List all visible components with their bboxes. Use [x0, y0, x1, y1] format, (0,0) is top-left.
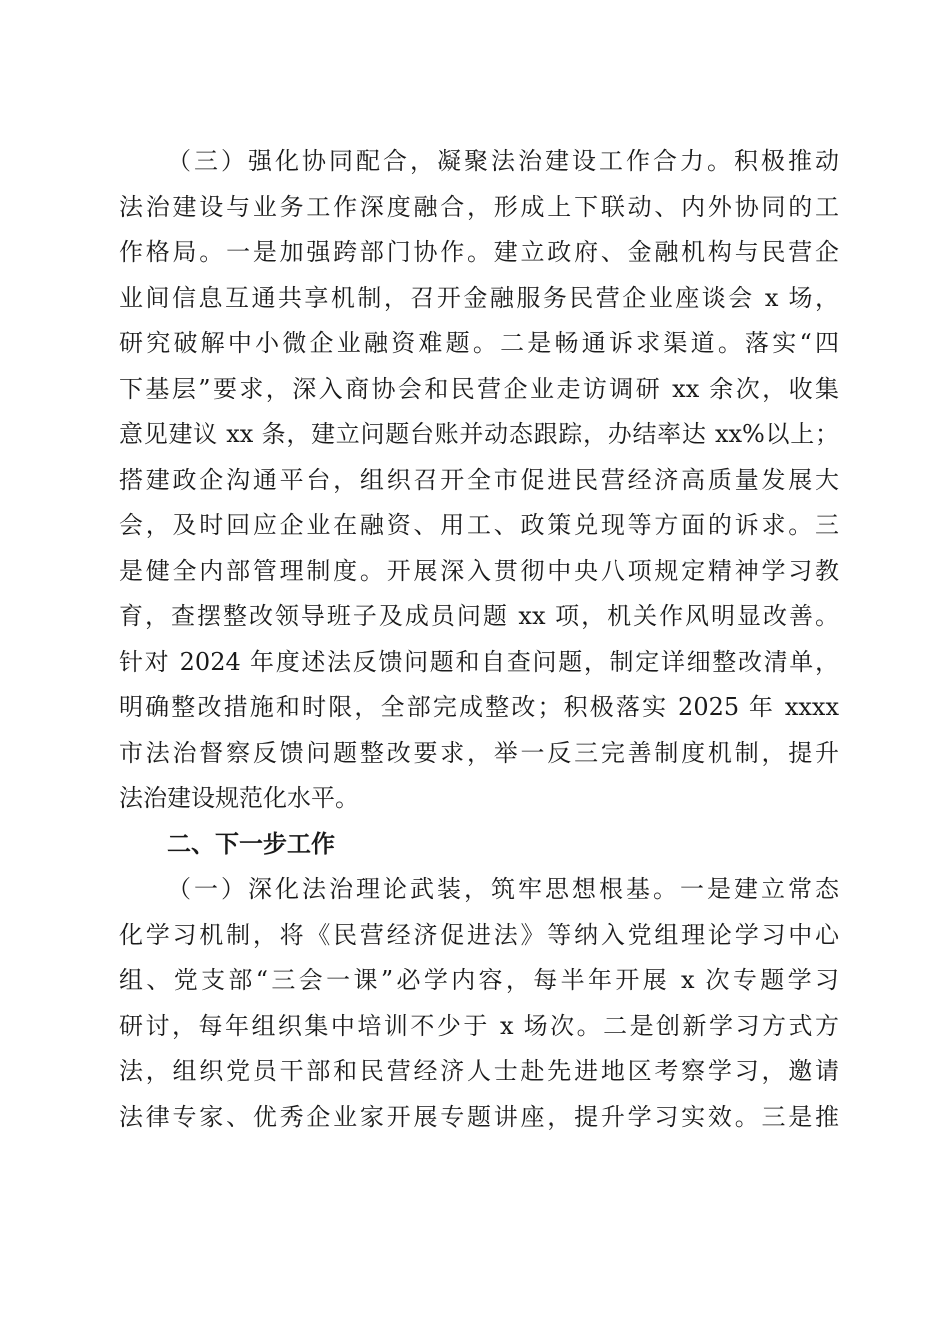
paragraph-line: 法，组织党员干部和民营经济人士赴先进地区考察学习，邀请 [119, 1057, 839, 1085]
paragraph-line: （三）强化协同配合，凝聚法治建设工作合力。积极推动 [167, 147, 839, 175]
paragraph-line: 意见建议 xx 条，建立问题台账并动态跟踪，办结率达 xx%以上； [119, 420, 839, 448]
paragraph-line: 市法治督察反馈问题整改要求，举一反三完善制度机制，提升 [119, 738, 839, 767]
paragraph-line: 业间信息互通共享机制，召开金融服务民营企业座谈会 x 场， [119, 283, 839, 312]
section-3-paragraph [119, 139, 839, 822]
paragraph-line: 法治建设规范化水平。 [119, 784, 359, 812]
document-body [119, 139, 839, 1140]
paragraph-line: 法律专家、优秀企业家开展专题讲座，提升学习实效。三是推 [119, 1102, 839, 1131]
paragraph-line: 作格局。一是加强跨部门协作。建立政府、金融机构与民营企 [119, 238, 839, 266]
paragraph-line: 会，及时回应企业在融资、用工、政策兑现等方面的诉求。三 [119, 511, 839, 539]
paragraph-line: 育，查摆整改领导班子及成员问题 xx 项，机关作风明显改善。 [119, 602, 839, 630]
section-2-1-paragraph [119, 867, 839, 1140]
paragraph-line: 化学习机制，将《民营经济促进法》等纳入党组理论学习中心 [119, 920, 839, 949]
paragraph-line: 搭建政企沟通平台，组织召开全市促进民营经济高质量发展大 [119, 465, 839, 494]
paragraph-line: 法治建设与业务工作深度融合，形成上下联动、内外协同的工 [119, 192, 839, 221]
paragraph-line: （一）深化法治理论武装，筑牢思想根基。一是建立常态 [167, 875, 839, 903]
paragraph-line: 研讨，每年组织集中培训不少于 x 场次。二是创新学习方式方 [119, 1011, 839, 1040]
paragraph-line: 是健全内部管理制度。开展深入贯彻中央八项规定精神学习教 [119, 556, 839, 585]
paragraph-line: 下基层”要求，深入商协会和民营企业走访调研 xx 余次，收集 [119, 374, 839, 403]
paragraph-line: 组、党支部“三会一课”必学内容，每半年开展 x 次专题学习 [119, 966, 839, 994]
paragraph-line: 明确整改措施和时限，全部完成整改；积极落实 2025 年 xxxx [119, 693, 839, 721]
paragraph-line: 研究破解中小微企业融资难题。二是畅通诉求渠道。落实“四 [119, 329, 839, 357]
section-heading: 二、下一步工作 [167, 829, 335, 858]
paragraph-line: 针对 2024 年度述法反馈问题和自查问题，制定详细整改清单， [119, 647, 839, 676]
